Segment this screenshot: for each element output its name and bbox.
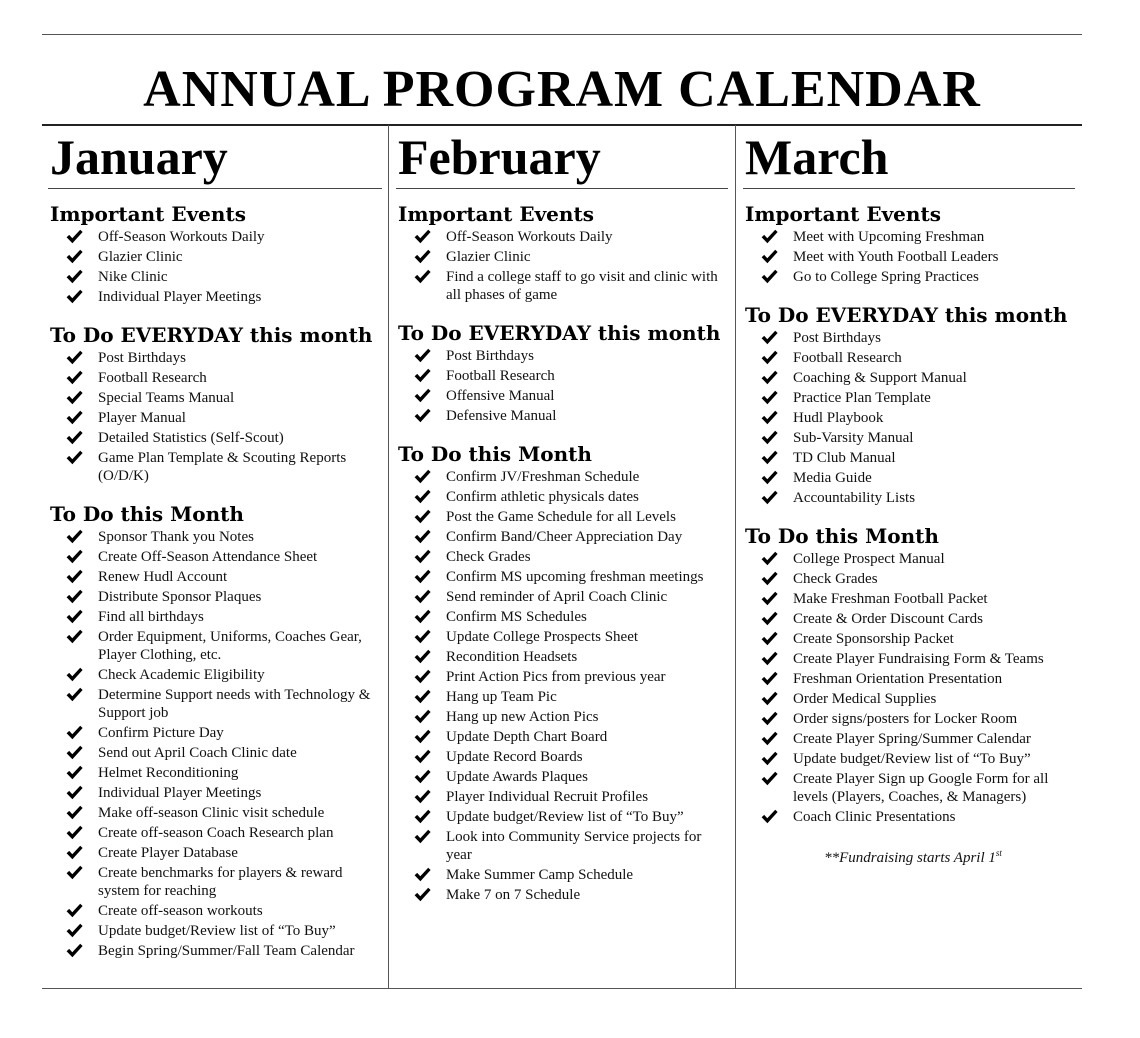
checklist-item	[66, 864, 382, 900]
checklist-item-text: Off-Season Workouts Daily	[98, 229, 265, 245]
checkmark-icon	[414, 408, 431, 423]
checklist-item-text: Create Off-Season Attendance Sheet	[98, 549, 318, 565]
checkmark-icon	[761, 370, 778, 385]
checklist-item-text: Check Academic Eligibility	[98, 667, 265, 683]
checklist-item-text: Create off-season workouts	[98, 903, 263, 919]
checklist-item-text: Football Research	[793, 350, 902, 366]
checklist-item-text: Individual Player Meetings	[98, 289, 262, 305]
checkmark-icon	[414, 269, 431, 284]
checklist-item	[414, 866, 728, 884]
checklist-item	[414, 387, 728, 405]
section-to-do-everyday-this-month	[48, 324, 382, 485]
checklist-item-text: Practice Plan Template	[793, 390, 931, 406]
checklist-item-text: Defensive Manual	[446, 408, 557, 424]
checkmark-icon	[414, 529, 431, 544]
checkmark-icon	[414, 589, 431, 604]
checklist	[743, 228, 1075, 286]
checkmark-icon	[66, 549, 83, 564]
checklist-item-text: Hang up Team Pic	[446, 689, 557, 705]
checkmark-icon	[761, 470, 778, 485]
checklist-item-text: Find all birthdays	[98, 609, 204, 625]
checklist-item-text: Offensive Manual	[446, 388, 555, 404]
checklist-item	[761, 389, 1075, 407]
checklist-item-text: Make off-season Clinic visit schedule	[98, 805, 325, 821]
checklist-item	[761, 329, 1075, 347]
column-divider	[735, 125, 736, 989]
checklist-item-text: Create Player Fundraising Form & Teams	[793, 651, 1044, 667]
checklist-item-text: Create Player Sign up Google Form for all levels (Players, Coaches, & Managers)	[793, 771, 1049, 805]
page-title: ANNUAL PROGRAM CALENDAR	[143, 61, 981, 118]
checkmark-icon	[66, 430, 83, 445]
checklist-item-text: Confirm Picture Day	[98, 725, 224, 741]
checklist-item	[414, 828, 728, 864]
checkmark-icon	[414, 867, 431, 882]
checklist-item-text: Check Grades	[446, 549, 531, 565]
checkmark-icon	[66, 805, 83, 820]
checklist-item-text: Make Summer Camp Schedule	[446, 867, 634, 883]
checkmark-icon	[414, 689, 431, 704]
checkmark-icon	[414, 469, 431, 484]
column-divider	[388, 125, 389, 989]
checklist-item-text: Football Research	[98, 370, 207, 386]
checklist-item-text: Meet with Youth Football Leaders	[793, 249, 999, 265]
checklist-item	[414, 248, 728, 266]
checklist-item	[66, 548, 382, 566]
checklist-item-text: Off-Season Workouts Daily	[446, 229, 613, 245]
title-rule	[42, 124, 1082, 126]
checklist-item-text: Special Teams Manual	[98, 390, 235, 406]
checklist-item	[66, 588, 382, 606]
checklist-item	[66, 824, 382, 842]
checklist-item	[66, 922, 382, 940]
checkmark-icon	[761, 330, 778, 345]
checkmark-icon	[66, 269, 83, 284]
checkmark-icon	[761, 551, 778, 566]
checkmark-icon	[414, 629, 431, 644]
checklist-item-text: Helmet Reconditioning	[98, 765, 239, 781]
month-title-march: March	[743, 128, 1075, 189]
checklist-item-text: Update Awards Plaques	[446, 769, 588, 785]
checklist-item	[66, 429, 382, 447]
checkmark-icon	[761, 430, 778, 445]
checkmark-icon	[761, 731, 778, 746]
footnote-text: **Fundraising starts April 1	[824, 850, 996, 866]
checkmark-icon	[414, 649, 431, 664]
checklist-item-text: Create & Order Discount Cards	[793, 611, 983, 627]
checklist-item-text: Create off-season Coach Research plan	[98, 825, 334, 841]
checkmark-icon	[414, 887, 431, 902]
checklist-item	[66, 288, 382, 306]
checkmark-icon	[414, 829, 431, 844]
checklist-item	[414, 347, 728, 365]
checklist-item-text: Hudl Playbook	[793, 410, 884, 426]
checklist-item-text: Create Player Spring/Summer Calendar	[793, 731, 1031, 747]
checklist	[48, 228, 382, 306]
checklist-item-text: Hang up new Action Pics	[446, 709, 599, 725]
checklist-item	[414, 268, 728, 304]
checklist-item	[761, 770, 1075, 806]
checklist-item	[761, 248, 1075, 266]
checkmark-icon	[761, 809, 778, 824]
checkmark-icon	[66, 529, 83, 544]
fundraising-footnote	[743, 844, 1075, 867]
checklist-item	[66, 369, 382, 387]
checklist-item	[761, 750, 1075, 768]
checkmark-icon	[414, 509, 431, 524]
checklist-item-text: Find a college staff to go visit and clinic with all phases of game	[446, 269, 718, 303]
checklist-item-text: Player Individual Recruit Profiles	[446, 789, 649, 805]
checklist-item-text: Update College Prospects Sheet	[446, 629, 639, 645]
month-column	[48, 128, 382, 978]
checklist-item-text: Go to College Spring Practices	[793, 269, 979, 285]
checklist-item	[761, 469, 1075, 487]
checklist	[396, 468, 728, 904]
section-heading: To Do EVERYDAY this month	[745, 303, 1068, 327]
checklist-item	[414, 628, 728, 646]
checkmark-icon	[761, 571, 778, 586]
checklist-item-text: Confirm MS upcoming freshman meetings	[446, 569, 704, 585]
month-column	[743, 128, 1075, 867]
checkmark-icon	[414, 609, 431, 624]
checklist-item-text: Update budget/Review list of “To Buy”	[446, 809, 684, 825]
checkmark-icon	[414, 569, 431, 584]
section-to-do-this-month	[48, 503, 382, 960]
checklist-item	[66, 784, 382, 802]
checkmark-icon	[414, 789, 431, 804]
checkmark-icon	[414, 348, 431, 363]
checkmark-icon	[66, 410, 83, 425]
checklist-item	[761, 409, 1075, 427]
section-heading: Important Events	[398, 202, 594, 226]
checkmark-icon	[66, 667, 83, 682]
checkmark-icon	[66, 687, 83, 702]
checklist-item	[66, 666, 382, 684]
checklist-item-text: Renew Hudl Account	[98, 569, 228, 585]
month-title-february: February	[396, 128, 728, 189]
checkmark-icon	[414, 809, 431, 824]
section-to-do-this-month	[396, 443, 728, 904]
checkmark-icon	[66, 569, 83, 584]
checklist-item	[414, 768, 728, 786]
checklist-item	[414, 508, 728, 526]
checkmark-icon	[66, 249, 83, 264]
checkmark-icon	[66, 865, 83, 880]
checklist-item	[414, 608, 728, 626]
checkmark-icon	[414, 388, 431, 403]
checklist-item	[761, 630, 1075, 648]
checkmark-icon	[761, 249, 778, 264]
checklist-item-text: Confirm JV/Freshman Schedule	[446, 469, 640, 485]
checklist-item-text: Update Depth Chart Board	[446, 729, 608, 745]
checklist-item	[761, 710, 1075, 728]
checklist-item	[761, 570, 1075, 588]
checkmark-icon	[761, 671, 778, 686]
top-rule	[42, 34, 1082, 35]
checklist-item	[414, 548, 728, 566]
checklist-item	[761, 429, 1075, 447]
checklist-item	[66, 902, 382, 920]
checkmark-icon	[66, 765, 83, 780]
checkmark-icon	[761, 751, 778, 766]
checkmark-icon	[761, 611, 778, 626]
checkmark-icon	[761, 390, 778, 405]
checklist-item	[66, 724, 382, 742]
checkmark-icon	[414, 368, 431, 383]
section-to-do-everyday-this-month	[396, 322, 728, 425]
checkmark-icon	[414, 229, 431, 244]
checklist-item	[66, 248, 382, 266]
section-heading: To Do EVERYDAY this month	[50, 323, 373, 347]
checkmark-icon	[66, 350, 83, 365]
checklist-item	[761, 670, 1075, 688]
checklist-item-text: Confirm athletic physicals dates	[446, 489, 639, 505]
checkmark-icon	[66, 629, 83, 644]
checklist-item-text: Player Manual	[98, 410, 186, 426]
checkmark-icon	[761, 691, 778, 706]
checklist-item-text: Send out April Coach Clinic date	[98, 745, 297, 761]
checklist-item	[66, 528, 382, 546]
checklist-item	[761, 590, 1075, 608]
checklist-item-text: Order Equipment, Uniforms, Coaches Gear, Player Clothing, etc.	[98, 629, 362, 663]
checklist-item	[414, 688, 728, 706]
section-heading: To Do this Month	[50, 502, 244, 526]
checkmark-icon	[66, 725, 83, 740]
checkmark-icon	[761, 490, 778, 505]
checklist-item-text: Look into Community Service projects for year	[446, 829, 702, 863]
section-important-events	[48, 203, 382, 306]
checklist-item-text: Sub-Varsity Manual	[793, 430, 914, 446]
checklist-item	[66, 449, 382, 485]
checklist-item	[66, 568, 382, 586]
section-heading: To Do this Month	[398, 442, 592, 466]
checklist-item	[414, 708, 728, 726]
checkmark-icon	[66, 390, 83, 405]
checklist-item	[761, 808, 1075, 826]
section-heading: Important Events	[50, 202, 246, 226]
checklist-item	[414, 728, 728, 746]
checkmark-icon	[66, 450, 83, 465]
checklist-item	[66, 608, 382, 626]
section-heading: To Do this Month	[745, 524, 939, 548]
checklist-item	[66, 228, 382, 246]
checkmark-icon	[761, 711, 778, 726]
checklist-item	[66, 268, 382, 286]
checkmark-icon	[761, 269, 778, 284]
checklist-item-text: Football Research	[446, 368, 555, 384]
checklist-item	[414, 528, 728, 546]
checkmark-icon	[761, 631, 778, 646]
checklist-item-text: Glazier Clinic	[446, 249, 531, 265]
checkmark-icon	[66, 845, 83, 860]
checkmark-icon	[761, 229, 778, 244]
checklist-item	[761, 449, 1075, 467]
checklist-item-text: Send reminder of April Coach Clinic	[446, 589, 668, 605]
section-heading: Important Events	[745, 202, 941, 226]
checklist-item-text: Order signs/posters for Locker Room	[793, 711, 1018, 727]
checkmark-icon	[66, 589, 83, 604]
checkmark-icon	[66, 903, 83, 918]
checklist	[743, 329, 1075, 507]
checklist-item-text: Confirm MS Schedules	[446, 609, 587, 625]
checklist-item-text: Create Sponsorship Packet	[793, 631, 954, 647]
checklist-item	[414, 748, 728, 766]
checklist-item	[761, 268, 1075, 286]
checklist-item-text: Post the Game Schedule for all Levels	[446, 509, 676, 525]
checklist-item	[66, 628, 382, 664]
checkmark-icon	[66, 370, 83, 385]
checkmark-icon	[414, 549, 431, 564]
checklist-item	[761, 730, 1075, 748]
checklist-item	[66, 744, 382, 762]
checkmark-icon	[414, 249, 431, 264]
checklist-item-text: Meet with Upcoming Freshman	[793, 229, 985, 245]
checkmark-icon	[414, 749, 431, 764]
footnote-superscript: st	[995, 848, 1002, 858]
section-important-events	[743, 203, 1075, 286]
checklist-item-text: Check Grades	[793, 571, 878, 587]
checklist-item-text: Individual Player Meetings	[98, 785, 262, 801]
checkmark-icon	[66, 943, 83, 958]
checklist-item-text: Post Birthdays	[446, 348, 534, 364]
checkmark-icon	[66, 825, 83, 840]
checklist-item-text: Make 7 on 7 Schedule	[446, 887, 581, 903]
checklist-item	[66, 804, 382, 822]
checklist-item-text: Sponsor Thank you Notes	[98, 529, 254, 545]
checklist-item-text: Game Plan Template & Scouting Reports (O/D/K)	[98, 450, 347, 484]
checklist-item	[66, 349, 382, 367]
checkmark-icon	[66, 785, 83, 800]
checklist-item-text: Confirm Band/Cheer Appreciation Day	[446, 529, 683, 545]
checkmark-icon	[66, 745, 83, 760]
checklist-item-text: Glazier Clinic	[98, 249, 183, 265]
checkmark-icon	[414, 709, 431, 724]
checklist-item-text: Make Freshman Football Packet	[793, 591, 988, 607]
checklist-item-text: Media Guide	[793, 470, 872, 486]
checklist-item	[414, 886, 728, 904]
checkmark-icon	[66, 229, 83, 244]
checklist-item	[414, 588, 728, 606]
checklist-item	[761, 489, 1075, 507]
checklist-item	[414, 228, 728, 246]
checkmark-icon	[66, 923, 83, 938]
checklist-item	[414, 668, 728, 686]
checklist-item	[414, 488, 728, 506]
checklist-item	[761, 690, 1075, 708]
checklist-item-text: Determine Support needs with Technology & Support job	[98, 687, 371, 721]
checklist	[48, 349, 382, 485]
checklist-item-text: Distribute Sponsor Plaques	[98, 589, 262, 605]
checklist-item-text: Order Medical Supplies	[793, 691, 937, 707]
checklist-item	[414, 367, 728, 385]
section-heading: To Do EVERYDAY this month	[398, 321, 721, 345]
checklist-item-text: Coach Clinic Presentations	[793, 809, 956, 825]
checkmark-icon	[761, 450, 778, 465]
checklist-item-text: Post Birthdays	[98, 350, 186, 366]
checklist-item	[414, 407, 728, 425]
checklist-item	[761, 369, 1075, 387]
checklist-item	[761, 228, 1075, 246]
section-to-do-everyday-this-month	[743, 304, 1075, 507]
checkmark-icon	[414, 669, 431, 684]
checklist	[396, 347, 728, 425]
checklist-item-text: Update budget/Review list of “To Buy”	[793, 751, 1031, 767]
checklist-item-text: TD Club Manual	[793, 450, 896, 466]
section-to-do-this-month	[743, 525, 1075, 826]
checkmark-icon	[414, 729, 431, 744]
checklist-item	[66, 389, 382, 407]
checklist-item-text: Post Birthdays	[793, 330, 881, 346]
checklist-item	[66, 764, 382, 782]
checkmark-icon	[66, 609, 83, 624]
checklist-item-text: Freshman Orientation Presentation	[793, 671, 1003, 687]
checkmark-icon	[761, 350, 778, 365]
checklist-item-text: Update budget/Review list of “To Buy”	[98, 923, 336, 939]
checklist-item	[761, 610, 1075, 628]
checklist-item-text: Print Action Pics from previous year	[446, 669, 666, 685]
checklist-item	[66, 409, 382, 427]
checklist-item	[66, 686, 382, 722]
checklist-item	[414, 808, 728, 826]
checklist-item-text: Update Record Boards	[446, 749, 583, 765]
checklist-item	[66, 942, 382, 960]
checklist-item-text: Create Player Database	[98, 845, 238, 861]
checklist	[743, 550, 1075, 826]
checklist-item-text: Nike Clinic	[98, 269, 168, 285]
checkmark-icon	[761, 591, 778, 606]
checklist	[48, 528, 382, 960]
checklist-item	[761, 650, 1075, 668]
checkmark-icon	[761, 771, 778, 786]
checklist	[396, 228, 728, 304]
checklist-item	[761, 550, 1075, 568]
checklist-item-text: Recondition Headsets	[446, 649, 578, 665]
checklist-item	[414, 648, 728, 666]
checkmark-icon	[66, 289, 83, 304]
checklist-item-text: Coaching & Support Manual	[793, 370, 967, 386]
checklist-item-text: Create benchmarks for players & reward system for reaching	[98, 865, 343, 899]
checklist-item-text: Detailed Statistics (Self-Scout)	[98, 430, 284, 446]
checklist-item	[761, 349, 1075, 367]
checklist-item	[414, 468, 728, 486]
checklist-item	[66, 844, 382, 862]
checklist-item	[414, 788, 728, 806]
month-column	[396, 128, 728, 922]
checklist-item-text: College Prospect Manual	[793, 551, 945, 567]
checkmark-icon	[761, 651, 778, 666]
checklist-item-text: Begin Spring/Summer/Fall Team Calendar	[98, 943, 355, 959]
checklist-item-text: Accountability Lists	[793, 490, 916, 506]
checkmark-icon	[414, 489, 431, 504]
checklist-item	[414, 568, 728, 586]
month-title-january: January	[48, 128, 382, 189]
checkmark-icon	[761, 410, 778, 425]
checkmark-icon	[414, 769, 431, 784]
section-important-events	[396, 203, 728, 304]
bottom-rule	[42, 988, 1082, 989]
